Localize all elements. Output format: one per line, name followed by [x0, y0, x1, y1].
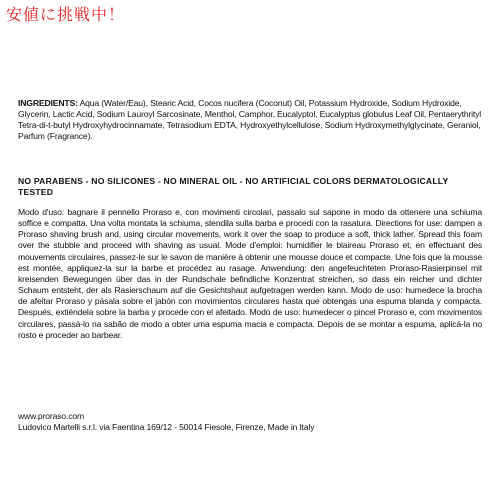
product-label: [18, 98, 482, 433]
manufacturer-address: Ludovico Martelli s.r.l. via Faentina 169/12 - 50014 Fiesole, Firenze, Made in Italy: [18, 422, 315, 433]
promo-banner: 安値に挑戦中！: [6, 5, 126, 24]
ingredients-paragraph: [18, 98, 482, 176]
ingredients-text: Aqua (Water/Eau), Stearic Acid, Cocos nucifera (Coconut) Oil, Potassium Hydroxide, Sodium Hydroxide, Glycerin, Lactic Acid, Sodium Lauroyl Sarcosinate, Menthol, Camphor, Eucalyptol, Eucalyptus globulus Leaf Oil, Pentaerythrityl Tetra-di-t-butyl Hydroxyhydrocinnamate, Tetrasodium EDTA, Hydroxyethylcellulose, Sodium Hydroxymethylglycinate, Geraniol, Parfum (Fragrance).: [18, 98, 482, 142]
directions-text: Modo d'uso: bagnare il pennello Proraso e, con movimenti circolari, passalo sul sapone in modo da ottenere una schiuma soffice e compatta. Una volta montata la schiuma, stendila sulla barba e procedi con la rasatura. Directions for use: dampen a Proraso shaving brush and, using circular movements, work it over the soap to produce a soft, thick lather. Spread this foam over the stubble and proceed with shaving as usual. Mode d'emploi: humidifier le blaireau Proraso et, en effectuant des mouvements circulaires, passez-le sur le savon de manière à obtenir une mousse douce et compacte. Une fois que la mousse est montée, appliquez-la sur la barbe et procédez au rasage. Anwendung: den angefeuchteten Proraso-Rasierpinsel mit kreisenden Bewegungen über das in der Rundschale befindliche Konzentrat streichen, so dass ein reicher und dichter Schaum entsteht, der als Rasierschaum auf die Gesichtshaut aufgetragen werden kann. Modo de uso: humedece la brocha de afeitar Proraso y pásala sobre el jabón con movimientos circulares hasta que obtengas una espuma blanda y compacta. Después, extiéndela sobre la barba y procede con el afeitado. Modo de uso: humedecer o pincel Proraso e, com movimentos circulares, passá-lo na sabão de modo a obter uma espuma macia e compacta. Depois de se montar a espuma, aplicá-la no rosto e proceder ao barbear.: [18, 207, 482, 340]
website-link[interactable]: www.proraso.com: [18, 411, 85, 421]
ingredients-heading: INGREDIENTS:: [18, 98, 78, 108]
claims-text: NO PARABENS - NO SILICONES - NO MINERAL OIL - NO ARTIFICIAL COLORS DERMATOLOGICALLY TESTED: [18, 176, 449, 198]
